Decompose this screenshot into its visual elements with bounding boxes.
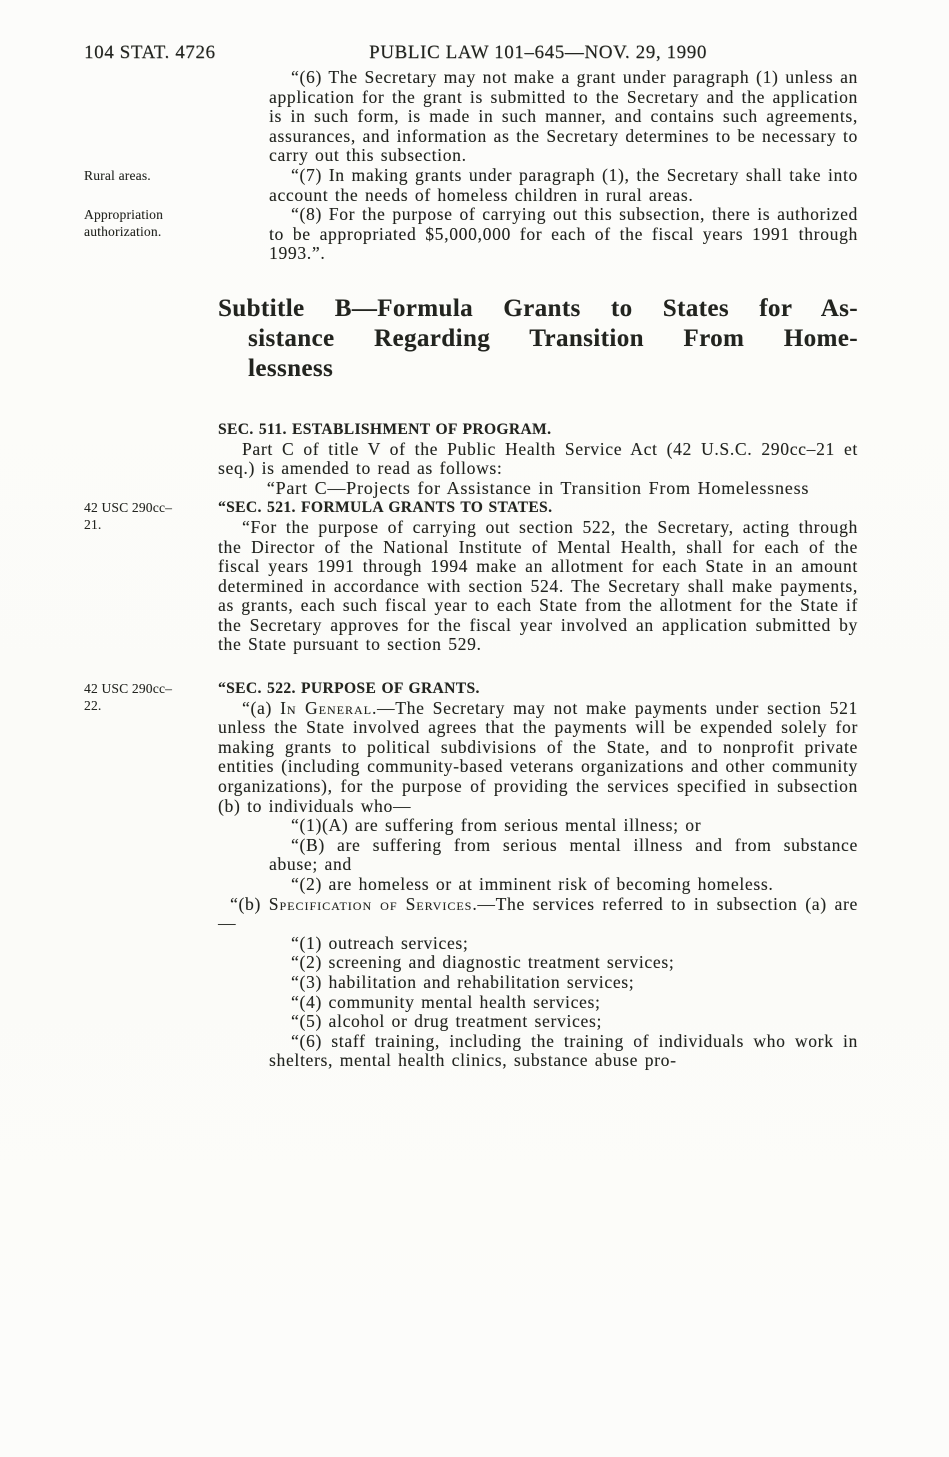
paragraph-b-open-quote-label: “(b) <box>230 893 269 914</box>
sec-521-heading: “SEC. 521. FORMULA GRANTS TO STATES. <box>218 499 553 517</box>
subtitle-heading-line-3: lessness <box>248 354 334 382</box>
page-header <box>0 42 949 68</box>
running-head-law-title: PUBLIC LAW 101–645—NOV. 29, 1990 <box>369 42 707 63</box>
paragraph-8: “(8) For the purpose of carrying out this subsection, there is authorized to be appropriated $5,000,000 for each of the fiscal years 1991 through 1993.”. <box>269 204 858 264</box>
sec-511-body: Part C of title V of the Public Health Service Act (42 U.S.C. 290cc–21 et seq.) is amended to read as follows: <box>218 438 858 479</box>
subtitle-b-heading <box>218 294 858 384</box>
service-item-2: “(2) screening and diagnostic treatment services; <box>291 952 675 973</box>
subtitle-heading-line-2: sistance Regarding Transition From Home- <box>248 324 858 352</box>
service-item-6: “(6) staff training, including the training of individuals who work in shelters, mental health clinics, substance abuse pro- <box>269 1030 858 1071</box>
clause-1b: “(B) are suffering from serious mental illness and from substance abuse; and <box>269 834 858 875</box>
paragraph-8-block <box>84 204 858 264</box>
paragraph-a-open-quote-label: “(a) <box>242 697 281 718</box>
sec-521-body: “For the purpose of carrying out section 522, the Secretary, acting through the Director of the National Institute of Mental Health, shall for each of the fiscal years 1991 through 1994 make an allotment for each State in an amount determined in accordance with section 524. The Secretary shall make payments, as grants, each such fiscal year to each State from the allotment for the State if the Secretary approves for the fiscal year involved an application submitted by the State pursuant to section 529. <box>218 516 858 655</box>
service-item-4: “(4) community mental health services; <box>291 991 601 1012</box>
margin-note-42-usc-290cc-22: 42 USC 290cc–22. <box>84 681 173 713</box>
paragraph-a-smallcaps-run-in: In General <box>280 697 372 718</box>
sec-522-block <box>84 679 858 1071</box>
service-item-3: “(3) habilitation and rehabilitation services; <box>291 971 635 992</box>
paragraph-7: “(7) In making grants under paragraph (1), the Secretary shall take into account the needs of homeless children in rural areas. <box>269 164 858 205</box>
margin-note-rural-areas: Rural areas. <box>84 167 151 183</box>
paragraph-b-text: .—The services referred to in subsection (a) are— <box>218 893 858 934</box>
clause-1a: “(1)(A) are suffering from serious mental illness; or <box>291 815 702 836</box>
sec-522-paragraph-b <box>218 895 858 934</box>
statute-page <box>0 42 949 1457</box>
sec-522-paragraph-a <box>218 699 858 817</box>
text-column <box>84 67 858 1071</box>
subtitle-heading-line-1: Subtitle B—Formula Grants to States for As- <box>218 294 858 322</box>
stat-page-number: 104 STAT. 4726 <box>84 42 216 63</box>
service-item-1: “(1) outreach services; <box>291 932 469 953</box>
paragraph-b-smallcaps-run-in: Specification of Services <box>268 893 473 914</box>
paragraph-7-block <box>84 164 858 205</box>
clause-2: “(2) are homeless or at imminent risk of becoming homeless. <box>291 874 774 894</box>
margin-note-42-usc-290cc-21: 42 USC 290cc–21. <box>84 500 173 532</box>
service-item-5: “(5) alcohol or drug treatment services; <box>291 1011 603 1032</box>
paragraph-6: “(6) The Secretary may not make a grant under paragraph (1) unless an application for the grant is submitted to the Secretary and the application is in such form, is made in such manner, and contains such agreements, assurances, and information as the Secretary determines to be necessary to carry out this subsection. <box>269 67 858 166</box>
part-c-heading: “Part C—Projects for Assistance in Transition From Homelessness <box>266 477 810 498</box>
sec-511-heading: SEC. 511. ESTABLISHMENT OF PROGRAM. <box>218 420 552 438</box>
paragraph-a-text: .—The Secretary may not make payments under section 521 unless the State involved agrees that the payments will be expended solely for making grants to political subdivisions of the State, and to nonprofit private entities (including community-based veterans organizations and other community organizations), for the purpose of providing the services specified in subsection (b) to individuals who— <box>218 697 858 816</box>
margin-note-appropriation-authorization: Appropriation authorization. <box>84 207 164 239</box>
sec-522-heading: “SEC. 522. PURPOSE OF GRANTS. <box>218 680 480 698</box>
sec-521-block <box>84 498 858 655</box>
